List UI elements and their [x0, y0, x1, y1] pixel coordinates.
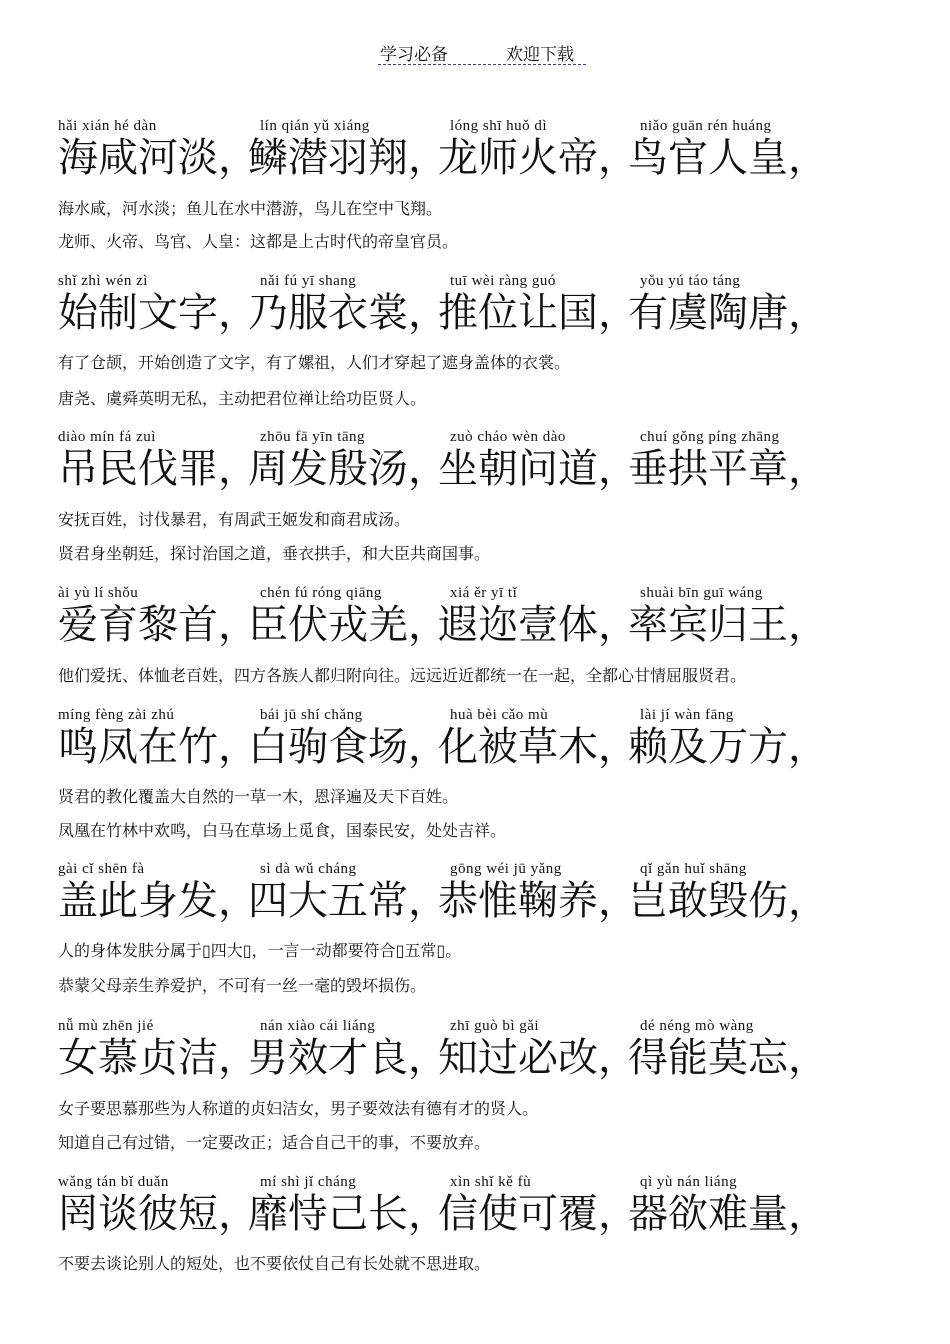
- gloss-line: 有了仓颉，开始创造了文字，有了嫘祖，人们才穿起了遮身盖体的衣裳。: [58, 353, 571, 372]
- verse-phrase: 盖此身发，: [58, 878, 258, 924]
- pinyin-phrase: lài jí wàn fāng: [640, 707, 734, 723]
- verse-line: [58, 871, 918, 931]
- page-header: [378, 38, 586, 65]
- verse-phrase: 爱育黎首，: [58, 602, 258, 648]
- verse-phrase: 鸣凤在竹，: [58, 724, 258, 770]
- gloss-line: 人的身体发肤分属于▯四大▯，一言一动都要符合▯五常▯。: [58, 941, 462, 960]
- gloss-line: 他们爱抚、体恤老百姓，四方各族人都归附向往。远远近近都统一在一起，全都心甘情屈服贤君。: [58, 666, 747, 685]
- pinyin-phrase: chuí gǒng píng zhāng: [640, 429, 780, 445]
- pinyin-phrase: diào mín fá zuì: [58, 429, 156, 445]
- pinyin-phrase: tuī wèi ràng guó: [450, 273, 556, 289]
- verse-phrase: 白驹食场，: [248, 724, 448, 770]
- verse-phrase: 率宾归王，: [628, 602, 828, 648]
- pinyin-phrase: nǚ mù zhēn jié: [58, 1018, 154, 1034]
- pinyin-phrase: gōng wéi jū yǎng: [450, 861, 562, 877]
- gloss-line: 龙师、火帝、鸟官、人皇：这都是上古时代的帝皇官员。: [58, 232, 459, 251]
- verse-phrase: 信使可覆，: [438, 1191, 638, 1237]
- gloss-line: 贤君的教化覆盖大自然的一草一木，恩泽遍及天下百姓。: [58, 787, 459, 806]
- pinyin-phrase: yǒu yú táo táng: [640, 273, 741, 289]
- gloss-line: 不要去谈论别人的短处，也不要依仗自己有长处就不思进取。: [58, 1254, 491, 1273]
- pinyin-phrase: nán xiào cái liáng: [260, 1018, 376, 1034]
- verse-phrase: 得能莫忘，: [628, 1035, 828, 1081]
- verse-phrase: 靡恃己长，: [248, 1191, 448, 1237]
- verse-phrase: 鸟官人皇，: [628, 135, 828, 181]
- pinyin-phrase: ài yù lí shǒu: [58, 585, 139, 601]
- gloss-line: 唐尧、虞舜英明无私，主动把君位禅让给功臣贤人。: [58, 389, 427, 408]
- pinyin-phrase: bái jū shí chǎng: [260, 707, 363, 723]
- pinyin-phrase: shuài bīn guī wáng: [640, 585, 763, 601]
- verse-phrase: 鳞潜羽翔，: [248, 135, 448, 181]
- pinyin-phrase: sì dà wǔ cháng: [260, 861, 357, 877]
- pinyin-phrase: gài cǐ shēn fà: [58, 861, 145, 877]
- pinyin-phrase: qì yù nán liáng: [640, 1174, 738, 1190]
- verse-phrase: 遐迩壹体，: [438, 602, 638, 648]
- verse-phrase: 罔谈彼短，: [58, 1191, 258, 1237]
- verse-phrase: 恭惟鞠养，: [438, 878, 638, 924]
- gloss-line: 贤君身坐朝廷，探讨治国之道，垂衣拱手，和大臣共商国事。: [58, 544, 491, 563]
- verse-line: [58, 717, 918, 777]
- verse-line: [58, 595, 918, 655]
- verse-phrase: 岂敢毁伤，: [628, 878, 828, 924]
- verse-phrase: 赖及万方，: [628, 724, 828, 770]
- verse-phrase: 男效才良，: [248, 1035, 448, 1081]
- pinyin-phrase: lóng shī huǒ dì: [450, 118, 548, 134]
- pinyin-phrase: shǐ zhì wén zì: [58, 273, 148, 289]
- verse-phrase: 始制文字，: [58, 290, 258, 336]
- header-left: 学习必备: [380, 45, 448, 65]
- verse-line: [58, 283, 918, 343]
- verse-line: [58, 128, 918, 188]
- gloss-line: 海水咸，河水淡；鱼儿在水中潜游，鸟儿在空中飞翔。: [58, 199, 443, 218]
- pinyin-phrase: niǎo guān rén huáng: [640, 118, 772, 134]
- gloss-line: 知道自己有过错，一定要改正；适合自己干的事，不要放弃。: [58, 1133, 491, 1152]
- verse-phrase: 器欲难量，: [628, 1191, 828, 1237]
- verse-phrase: 龙师火帝，: [438, 135, 638, 181]
- gloss-line: 凤凰在竹林中欢鸣，白马在草场上觅食，国泰民安，处处吉祥。: [58, 821, 507, 840]
- pinyin-phrase: mí shì jǐ cháng: [260, 1174, 357, 1190]
- pinyin-phrase: zhōu fā yīn tāng: [260, 429, 366, 445]
- verse-phrase: 推位让国，: [438, 290, 638, 336]
- pinyin-phrase: dé néng mò wàng: [640, 1018, 754, 1034]
- verse-phrase: 化被草木，: [438, 724, 638, 770]
- verse-phrase: 女慕贞洁，: [58, 1035, 258, 1081]
- pinyin-phrase: zuò cháo wèn dào: [450, 429, 566, 445]
- verse-phrase: 海咸河淡，: [58, 135, 258, 181]
- pinyin-phrase: huà bèi cǎo mù: [450, 707, 549, 723]
- header-right: 欢迎下载: [506, 45, 574, 65]
- pinyin-phrase: xiá ěr yī tǐ: [450, 585, 518, 601]
- verse-phrase: 周发殷汤，: [248, 446, 448, 492]
- verse-phrase: 知过必改，: [438, 1035, 638, 1081]
- pinyin-phrase: chén fú róng qiāng: [260, 585, 382, 601]
- verse-phrase: 臣伏戎羌，: [248, 602, 448, 648]
- verse-line: [58, 439, 918, 499]
- verse-phrase: 垂拱平章，: [628, 446, 828, 492]
- verse-phrase: 乃服衣裳，: [248, 290, 448, 336]
- pinyin-phrase: zhī guò bì gǎi: [450, 1018, 540, 1034]
- pinyin-phrase: wǎng tán bǐ duǎn: [58, 1174, 169, 1190]
- pinyin-phrase: hǎi xián hé dàn: [58, 118, 157, 134]
- pinyin-phrase: xìn shǐ kě fù: [450, 1174, 532, 1190]
- verse-phrase: 四大五常，: [248, 878, 448, 924]
- pinyin-phrase: míng fèng zài zhú: [58, 707, 175, 723]
- verse-line: [58, 1028, 918, 1088]
- pinyin-phrase: lín qián yǔ xiáng: [260, 118, 370, 134]
- verse-phrase: 有虞陶唐，: [628, 290, 828, 336]
- gloss-line: 安抚百姓，讨伐暴君，有周武王姬发和商君成汤。: [58, 510, 411, 529]
- verse-phrase: 坐朝问道，: [438, 446, 638, 492]
- verse-line: [58, 1184, 918, 1244]
- verse-phrase: 吊民伐罪，: [58, 446, 258, 492]
- pinyin-phrase: qǐ gǎn huǐ shāng: [640, 861, 747, 877]
- gloss-line: 女子要思慕那些为人称道的贞妇洁女，男子要效法有德有才的贤人。: [58, 1099, 539, 1118]
- gloss-line: 恭蒙父母亲生养爱护，不可有一丝一毫的毁坏损伤。: [58, 976, 427, 995]
- pinyin-phrase: nǎi fú yī shang: [260, 273, 357, 289]
